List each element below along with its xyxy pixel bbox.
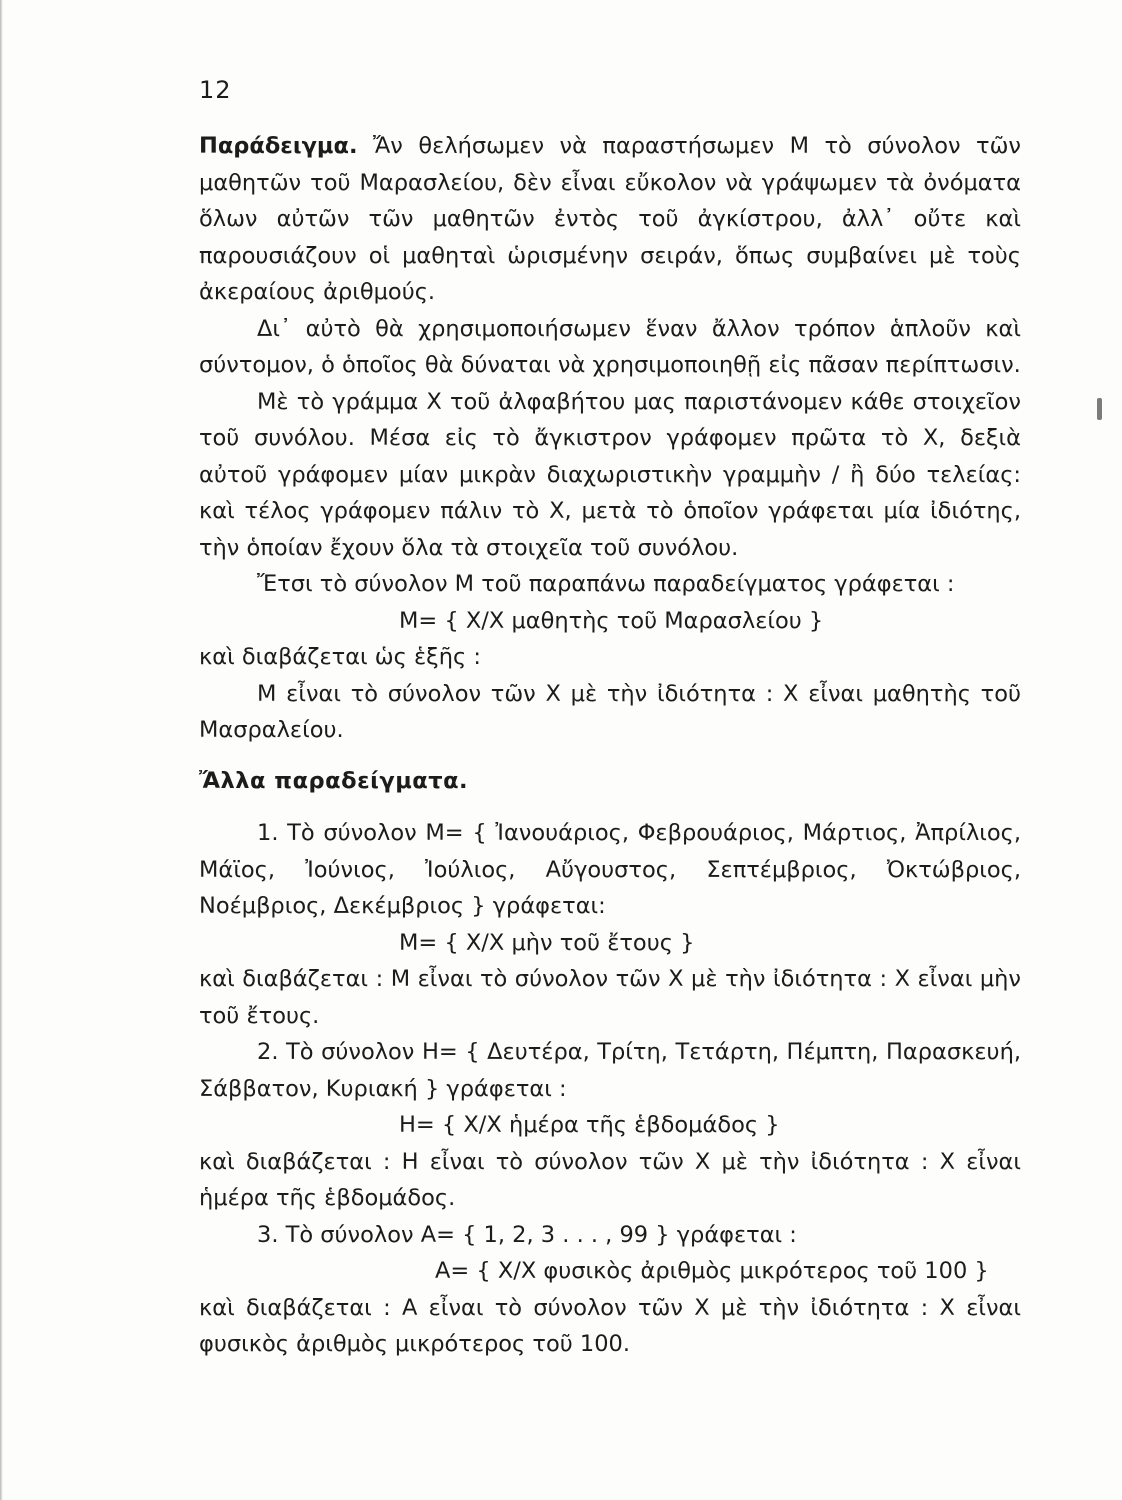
list-item-3-formula: Α= { Χ/Χ φυσικὸς ἀριθμὸς μικρότερος τοῦ 100 } [435, 1258, 989, 1284]
list-item-2-formula: Η= { Χ/Χ ἡμέρα τῆς ἑβδομάδος } [399, 1112, 780, 1138]
scan-mark [1097, 398, 1102, 420]
example-paragraph-2: Δι᾿ αὐτὸ θὰ χρησιμοποιήσωμεν ἕναν ἄλλον τρόπον ἁπλοῦν καὶ σύντομον, ὁ ὁποῖος θὰ δύναται νὰ χρησιμοποιηθῇ εἰς πᾶσαν περίπτωσιν. [199, 315, 1021, 378]
list-item-2-reading: καὶ διαβάζεται : Η εἶναι τὸ σύνολον τῶν Χ μὲ τὴν ἰδιότητα : Χ εἶναι ἡμέρα τῆς ἑβδομάδος. [199, 1148, 1021, 1211]
list-item-1-reading: καὶ διαβάζεται : Μ εἶναι τὸ σύνολον τῶν Χ μὲ τὴν ἰδιότητα : Χ εἶναι μὴν τοῦ ἔτους. [199, 966, 1021, 1029]
example-heading: Παράδειγμα. [199, 133, 358, 159]
page-body [199, 128, 1021, 1363]
list-item-3-reading: καὶ διαβάζεται : Α εἶναι τὸ σύνολον τῶν Χ μὲ τὴν ἰδιότητα : Χ εἶναι φυσικὸς ἀριθμὸς μικρότερος τοῦ 100. [199, 1294, 1021, 1357]
list-item-3-text: 3. Τὸ σύνολον Α= { 1, 2, 3 . . . , 99 } γράφεται : [257, 1221, 797, 1248]
example-paragraph-4: Ἔτσι τὸ σύνολον Μ τοῦ παραπάνω παραδείγματος γράφεται : [257, 571, 955, 597]
page-edge [0, 0, 3, 1500]
example-text-1: Ἄν θελήσωμεν νὰ παραστήσωμεν Μ τὸ σύνολον τῶν μαθητῶν τοῦ Μαρασλείου, δὲν εἶναι εὔκολον νὰ γράψωμεν τὰ ὀνόματα ὅλων αὐτῶν τῶν μαθητῶν ἐντὸς τοῦ ἀγκίστρου, ἀλλ᾿ οὔτε καὶ παρουσιάζουν οἱ μαθηταὶ ὡρισμένην σειράν, ὅπως συμβαίνει μὲ τοὺς ἀκεραίους ἀριθμούς. [199, 133, 1022, 305]
list-item-2-text: 2. Τὸ σύνολον Η= { Δευτέρα, Τρίτη, Τετάρτη, Πέμπτη, Παρασκευή, Σάββατον, Κυριακή } γράφεται : [199, 1039, 1021, 1102]
page-number: 12 [199, 76, 232, 104]
example-paragraph-5: καὶ διαβάζεται ὡς ἑξῆς : [199, 644, 481, 670]
list-item-1-formula: Μ= { Χ/Χ μὴν τοῦ ἔτους } [399, 929, 695, 956]
example-paragraph-6: Μ εἶναι τὸ σύνολον τῶν Χ μὲ τὴν ἰδιότητα : Χ εἶναι μαθητὴς τοῦ Μασραλείου. [199, 680, 1021, 743]
other-examples-heading: Ἄλλα παραδείγματα. [199, 767, 469, 794]
list-item-1-text: 1. Τὸ σύνολον Μ= { Ἰανουάριος, Φεβρουάριος, Μάρτιος, Ἀπρίλιος, Μάϊος, Ἰούνιος, Ἰούλιος, Αὔγουστος, Σεπτέμβριος, Ὀκτώβριος, Νοέμβριος, Δεκέμβριος } γράφεται: [199, 820, 1021, 919]
formula-marasleiou: Μ= { Χ/Χ μαθητὴς τοῦ Μαρασλείου } [399, 607, 824, 634]
example-paragraph-3: Μὲ τὸ γράμμα Χ τοῦ ἀλφαβήτου μας παριστάνομεν κάθε στοιχεῖον τοῦ συνόλου. Μέσα εἰς τὸ ἄγκιστρον γράφομεν πρῶτα τὸ Χ, δεξιὰ αὐτοῦ γράφομεν μίαν μικρὰν διαχωριστικὴν γραμμὴν / ἢ δύο τελείας: καὶ τέλος γράφομεν πάλιν τὸ Χ, μετὰ τὸ ὁποῖον γράφεται μία ἰδιότης, τὴν ὁποίαν ἔχουν ὅλα τὰ στοιχεῖα τοῦ συνόλου. [199, 388, 1021, 561]
example-paragraph-1 [199, 128, 1021, 311]
